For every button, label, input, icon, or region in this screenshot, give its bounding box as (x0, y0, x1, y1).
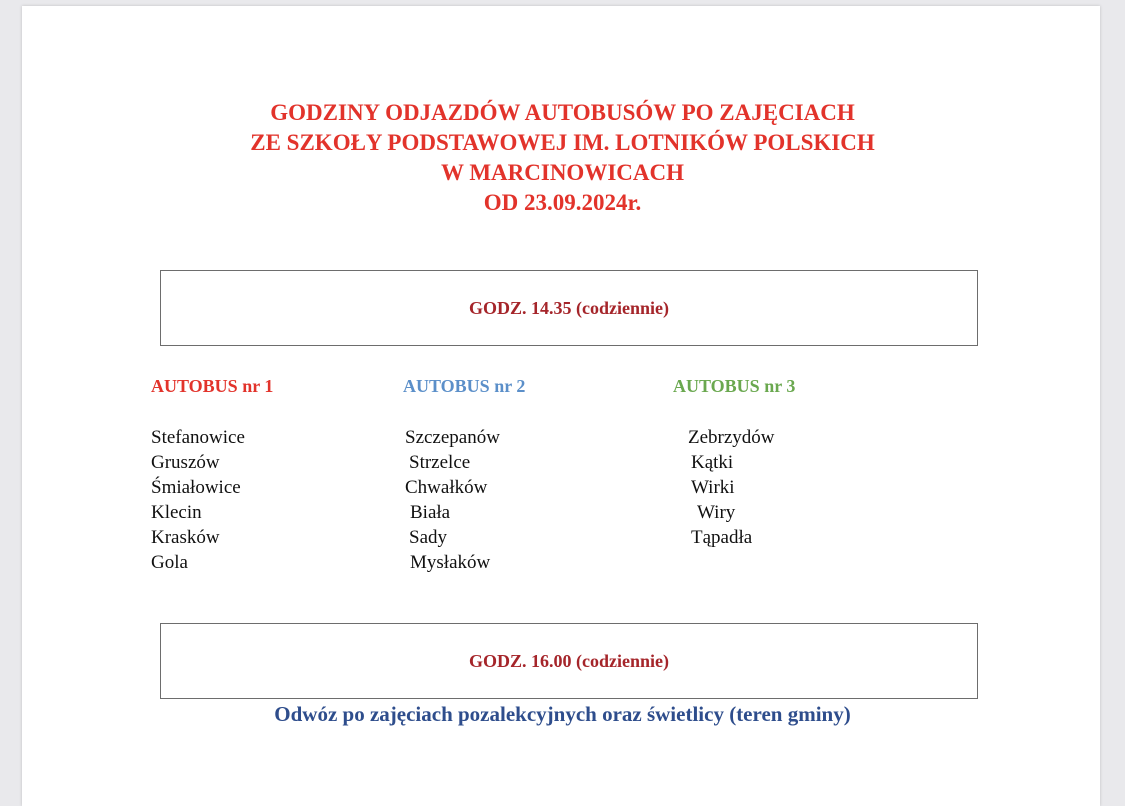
bus-3-stop: Wiry (697, 502, 736, 523)
bus-3-stop: Kątki (691, 452, 734, 473)
bus-3-heading: AUTOBUS nr 3 (673, 376, 796, 396)
bus-3-stops (688, 425, 775, 550)
time-box-1435-label: GODZ. 14.35 (codziennie) (469, 297, 669, 318)
bus-1-stops (151, 425, 245, 575)
bus-3-stop: Tąpadła (691, 527, 753, 548)
bus-3-stop: Zebrzydów (688, 427, 775, 448)
bus-2-stop: Sady (409, 527, 447, 548)
time-box-1600 (160, 623, 978, 699)
bus-1-heading: AUTOBUS nr 1 (151, 376, 274, 396)
bus-2-stops (405, 425, 500, 575)
title-line-3: W MARCINOWICACH (441, 160, 684, 185)
bus-1-stop: Klecin (151, 502, 202, 523)
title-line-1: GODZINY ODJAZDÓW AUTOBUSÓW PO ZAJĘCIACH (270, 100, 855, 125)
time-box-1435 (160, 270, 978, 346)
title-line-4: OD 23.09.2024r. (483, 190, 642, 215)
bus-1-stop: Stefanowice (151, 427, 245, 448)
bus-1-stop: Śmiałowice (151, 477, 241, 498)
bus-1-stop: Krasków (151, 527, 220, 548)
bus-2-stop: Biała (410, 502, 451, 523)
bus-1-stop: Gola (151, 552, 188, 573)
bus-2-stop: Strzelce (409, 452, 471, 473)
document-title (0, 98, 1125, 218)
footer-note: Odwóz po zajęciach pozalekcyjnych oraz świetlicy (teren gminy) (274, 702, 851, 726)
time-box-1600-label: GODZ. 16.00 (codziennie) (469, 650, 669, 671)
bus-3-stop: Wirki (691, 477, 735, 498)
bus-1-stop: Gruszów (151, 452, 220, 473)
bus-2-stop: Mysłaków (410, 552, 491, 573)
bus-2-stop: Chwałków (405, 477, 488, 498)
title-line-2: ZE SZKOŁY PODSTAWOWEJ IM. LOTNIKÓW POLSKICH (250, 130, 875, 155)
bus-2-stop: Szczepanów (405, 427, 500, 448)
bus-2-heading: AUTOBUS nr 2 (403, 376, 526, 396)
